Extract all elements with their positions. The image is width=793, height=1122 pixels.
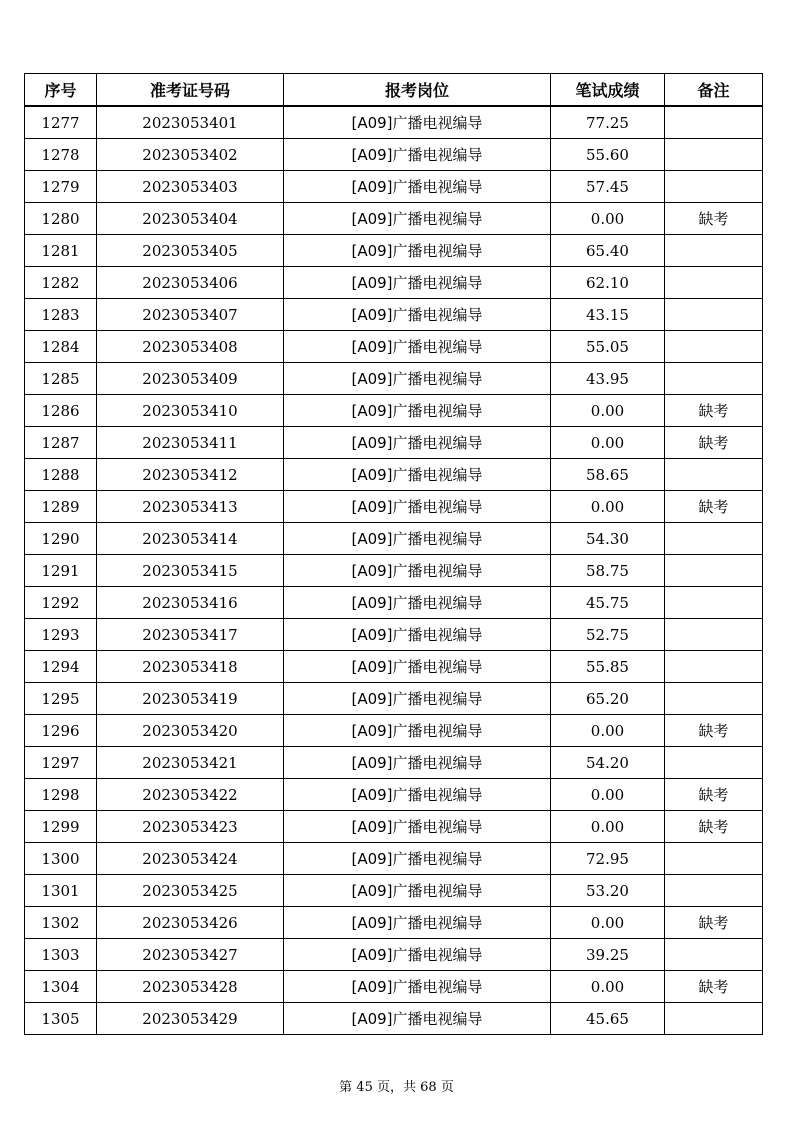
table-row [25,587,763,619]
header-ticket-number: 准考证号码 [97,74,284,107]
cell-position: [A09]广播电视编导 [284,811,551,843]
cell-remarks [665,459,763,491]
cell-written-score: 0.00 [551,715,665,747]
cell-serial: 1278 [25,139,97,171]
table-row [25,875,763,907]
cell-written-score: 45.65 [551,1003,665,1035]
cell-position: [A09]广播电视编导 [284,619,551,651]
cell-ticket-number: 2023053415 [97,555,284,587]
table-row [25,459,763,491]
cell-position: [A09]广播电视编导 [284,651,551,683]
cell-written-score: 0.00 [551,971,665,1003]
cell-remarks: 缺考 [665,971,763,1003]
footer-prefix: 第 [339,1080,353,1095]
cell-remarks [665,235,763,267]
cell-position: [A09]广播电视编导 [284,331,551,363]
cell-remarks [665,683,763,715]
cell-serial: 1280 [25,203,97,235]
cell-written-score: 39.25 [551,939,665,971]
table-row [25,299,763,331]
cell-ticket-number: 2023053418 [97,651,284,683]
cell-remarks [665,651,763,683]
cell-ticket-number: 2023053409 [97,363,284,395]
cell-written-score: 0.00 [551,427,665,459]
page-footer [0,1076,793,1095]
footer-page-number: 45 [356,1080,373,1095]
cell-position: [A09]广播电视编导 [284,555,551,587]
cell-serial: 1283 [25,299,97,331]
table-row [25,683,763,715]
cell-written-score: 62.10 [551,267,665,299]
cell-serial: 1289 [25,491,97,523]
cell-remarks: 缺考 [665,907,763,939]
table-row [25,555,763,587]
cell-written-score: 43.15 [551,299,665,331]
cell-serial: 1293 [25,619,97,651]
cell-ticket-number: 2023053422 [97,779,284,811]
cell-ticket-number: 2023053412 [97,459,284,491]
cell-serial: 1296 [25,715,97,747]
cell-serial: 1288 [25,459,97,491]
table-row [25,939,763,971]
cell-ticket-number: 2023053421 [97,747,284,779]
cell-written-score: 65.20 [551,683,665,715]
cell-remarks: 缺考 [665,779,763,811]
cell-written-score: 0.00 [551,395,665,427]
cell-written-score: 58.65 [551,459,665,491]
table-row [25,651,763,683]
cell-written-score: 55.05 [551,331,665,363]
cell-serial: 1303 [25,939,97,971]
cell-remarks [665,363,763,395]
cell-position: [A09]广播电视编导 [284,779,551,811]
cell-written-score: 72.95 [551,843,665,875]
cell-position: [A09]广播电视编导 [284,1003,551,1035]
cell-position: [A09]广播电视编导 [284,523,551,555]
cell-remarks: 缺考 [665,395,763,427]
cell-written-score: 0.00 [551,491,665,523]
cell-remarks [665,331,763,363]
cell-remarks [665,875,763,907]
header-serial: 序号 [25,74,97,107]
table-row [25,779,763,811]
cell-remarks [665,843,763,875]
cell-position: [A09]广播电视编导 [284,299,551,331]
cell-position: [A09]广播电视编导 [284,106,551,139]
cell-remarks [665,139,763,171]
cell-remarks [665,939,763,971]
cell-serial: 1284 [25,331,97,363]
cell-written-score: 57.45 [551,171,665,203]
cell-written-score: 65.40 [551,235,665,267]
table-row [25,619,763,651]
table-row [25,363,763,395]
cell-position: [A09]广播电视编导 [284,587,551,619]
cell-remarks [665,587,763,619]
cell-ticket-number: 2023053411 [97,427,284,459]
cell-ticket-number: 2023053407 [97,299,284,331]
table-row [25,843,763,875]
cell-position: [A09]广播电视编导 [284,235,551,267]
cell-written-score: 55.85 [551,651,665,683]
cell-serial: 1304 [25,971,97,1003]
cell-serial: 1277 [25,106,97,139]
cell-ticket-number: 2023053417 [97,619,284,651]
cell-written-score: 53.20 [551,875,665,907]
cell-position: [A09]广播电视编导 [284,267,551,299]
cell-ticket-number: 2023053413 [97,491,284,523]
table-row [25,811,763,843]
table-row [25,971,763,1003]
cell-written-score: 0.00 [551,203,665,235]
cell-position: [A09]广播电视编导 [284,971,551,1003]
cell-serial: 1290 [25,523,97,555]
cell-serial: 1305 [25,1003,97,1035]
cell-ticket-number: 2023053402 [97,139,284,171]
cell-position: [A09]广播电视编导 [284,907,551,939]
cell-written-score: 55.60 [551,139,665,171]
header-written-score: 笔试成绩 [551,74,665,107]
cell-position: [A09]广播电视编导 [284,843,551,875]
cell-position: [A09]广播电视编导 [284,139,551,171]
cell-position: [A09]广播电视编导 [284,683,551,715]
cell-remarks [665,299,763,331]
cell-position: [A09]广播电视编导 [284,875,551,907]
footer-mid: 页，共 [376,1080,416,1095]
cell-ticket-number: 2023053404 [97,203,284,235]
cell-serial: 1286 [25,395,97,427]
cell-position: [A09]广播电视编导 [284,363,551,395]
cell-written-score: 0.00 [551,779,665,811]
cell-ticket-number: 2023053426 [97,907,284,939]
cell-remarks [665,523,763,555]
cell-position: [A09]广播电视编导 [284,715,551,747]
cell-ticket-number: 2023053403 [97,171,284,203]
cell-remarks: 缺考 [665,715,763,747]
cell-remarks: 缺考 [665,203,763,235]
cell-serial: 1281 [25,235,97,267]
cell-serial: 1297 [25,747,97,779]
table-row [25,203,763,235]
cell-ticket-number: 2023053429 [97,1003,284,1035]
table-row [25,171,763,203]
cell-written-score: 52.75 [551,619,665,651]
table-row [25,139,763,171]
table-row [25,331,763,363]
table-row [25,747,763,779]
cell-remarks [665,555,763,587]
cell-ticket-number: 2023053428 [97,971,284,1003]
cell-ticket-number: 2023053416 [97,587,284,619]
cell-serial: 1295 [25,683,97,715]
cell-serial: 1302 [25,907,97,939]
cell-serial: 1299 [25,811,97,843]
cell-remarks [665,106,763,139]
footer-total-pages: 68 [420,1080,437,1095]
cell-ticket-number: 2023053414 [97,523,284,555]
table-row [25,907,763,939]
cell-serial: 1285 [25,363,97,395]
cell-remarks [665,1003,763,1035]
cell-ticket-number: 2023053427 [97,939,284,971]
cell-ticket-number: 2023053423 [97,811,284,843]
cell-written-score: 58.75 [551,555,665,587]
table-row [25,523,763,555]
cell-serial: 1301 [25,875,97,907]
cell-written-score: 43.95 [551,363,665,395]
cell-ticket-number: 2023053410 [97,395,284,427]
cell-ticket-number: 2023053401 [97,106,284,139]
cell-remarks [665,267,763,299]
cell-serial: 1294 [25,651,97,683]
cell-remarks [665,171,763,203]
cell-serial: 1282 [25,267,97,299]
table-row [25,106,763,139]
cell-ticket-number: 2023053425 [97,875,284,907]
table-row [25,491,763,523]
cell-ticket-number: 2023053405 [97,235,284,267]
cell-position: [A09]广播电视编导 [284,395,551,427]
footer-suffix: 页 [440,1080,454,1095]
cell-position: [A09]广播电视编导 [284,491,551,523]
cell-written-score: 54.30 [551,523,665,555]
score-table [24,73,763,1035]
cell-remarks: 缺考 [665,811,763,843]
header-remarks: 备注 [665,74,763,107]
cell-remarks [665,747,763,779]
cell-ticket-number: 2023053406 [97,267,284,299]
table-row [25,235,763,267]
table-row [25,715,763,747]
cell-serial: 1291 [25,555,97,587]
cell-remarks: 缺考 [665,491,763,523]
cell-serial: 1292 [25,587,97,619]
cell-position: [A09]广播电视编导 [284,203,551,235]
cell-ticket-number: 2023053408 [97,331,284,363]
cell-written-score: 0.00 [551,811,665,843]
cell-ticket-number: 2023053420 [97,715,284,747]
cell-serial: 1279 [25,171,97,203]
cell-written-score: 54.20 [551,747,665,779]
table-row [25,267,763,299]
table-row [25,1003,763,1035]
cell-position: [A09]广播电视编导 [284,427,551,459]
table-row [25,427,763,459]
cell-position: [A09]广播电视编导 [284,747,551,779]
cell-serial: 1300 [25,843,97,875]
cell-position: [A09]广播电视编导 [284,939,551,971]
cell-position: [A09]广播电视编导 [284,171,551,203]
cell-serial: 1298 [25,779,97,811]
cell-written-score: 0.00 [551,907,665,939]
cell-written-score: 45.75 [551,587,665,619]
cell-remarks: 缺考 [665,427,763,459]
cell-ticket-number: 2023053424 [97,843,284,875]
cell-remarks [665,619,763,651]
header-position: 报考岗位 [284,74,551,107]
cell-serial: 1287 [25,427,97,459]
cell-ticket-number: 2023053419 [97,683,284,715]
table-row [25,395,763,427]
cell-position: [A09]广播电视编导 [284,459,551,491]
cell-written-score: 77.25 [551,106,665,139]
table-header-row [25,74,763,107]
